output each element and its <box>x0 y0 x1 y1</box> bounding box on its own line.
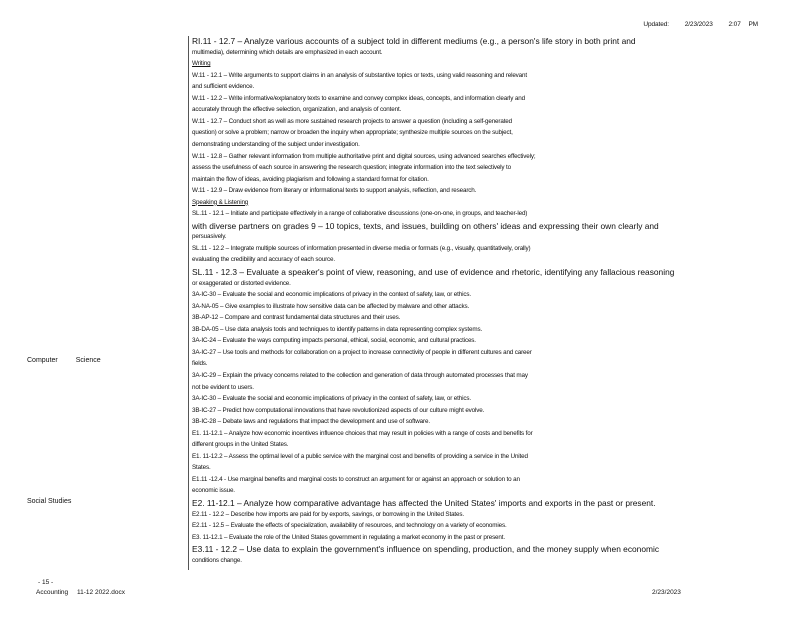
section-heading: Speaking & Listening <box>192 198 249 206</box>
standard-line: RI.11 - 12.7 – Analyze various accounts of a subject told in different mediums (e.g., a person's life story in both print and <box>192 36 636 46</box>
standard-line: E1. 11-12.2 – Assess the optimal level of a public service with the marginal cost and benefits of providing a service in the United <box>192 452 528 460</box>
standard-line: E3.11 - 12.2 – Use data to explain the government's influence on spending, production, and the money supply when economic <box>192 544 660 555</box>
standard-line: 3A-IC-30 – Evaluate the social and economic implications of privacy in the context of safety, law, or ethics. <box>192 291 471 299</box>
standard-line: not be evident to users. <box>192 383 254 391</box>
standard-line: E2.11 - 12.5 – Evaluate the effects of specialization, availability of resources, and technology on a variety of economies. <box>192 522 507 530</box>
standard-line: 3B-DA-05 – Use data analysis tools and techniques to identify patterns in data representing complex systems. <box>192 325 483 333</box>
standard-line: with diverse partners on grades 9 – 10 topics, texts, and issues, building on others' ideas and expressing their own clearly and <box>192 220 659 231</box>
standard-line: persuasively. <box>192 233 227 241</box>
updated-meridiem: PM <box>748 21 758 28</box>
standard-line: SL.11 - 12.3 – Evaluate a speaker's point of view, reasoning, and use of evidence and rhetoric, identifying any fallacious reasoning <box>192 267 675 277</box>
standard-line: 3A-IC-27 – Use tools and methods for collaboration on a project to increase connectivity of people in different cultures and career <box>192 348 532 356</box>
standard-line: E1. 11-12.1 – Analyze how economic incentives influence choices that may result in policies with a range of costs and benefits for <box>192 429 533 437</box>
standard-line: economic issue. <box>192 487 235 495</box>
standard-line: W.11 - 12.1 – Write arguments to support claims in an analysis of substantive topics or texts, using valid reasoning and relevant <box>192 71 527 79</box>
standard-line: 3A-IC-29 – Explain the privacy concerns related to the collection and generation of data through automated processes that may <box>192 371 528 379</box>
subject-computer: Computer <box>27 357 58 364</box>
standard-line: conditions change. <box>192 556 242 564</box>
standard-line: E1.11 -12.4 - Use marginal benefits and marginal costs to construct an argument for or against an approach or solution to an <box>192 475 520 483</box>
standard-line: 3B-AP-12 – Compare and contrast fundamental data structures and their uses. <box>192 314 401 322</box>
standard-line: question) or solve a problem; narrow or broaden the inquiry when appropriate; synthesize multiple sources on the subject, <box>192 129 513 137</box>
standard-line: E3. 11-12.1 – Evaluate the role of the United States government in regulating a market economy in the past or present. <box>192 533 505 541</box>
subject-computer-science <box>27 357 101 364</box>
updated-date: 2/23/2023 <box>684 21 713 28</box>
footer-date: 2/23/2023 <box>652 589 681 596</box>
subject-science: Science <box>75 357 101 364</box>
standard-line: multimedia), determining which details are emphasized in each account. <box>192 48 383 56</box>
standard-line: accurately through the effective selection, organization, and analysis of content. <box>192 106 402 114</box>
standard-line: SL.11 - 12.2 – Integrate multiple sources of information presented in diverse media or formats (e.g., visually, quantitatively, orally) <box>192 244 531 252</box>
standards-column <box>188 36 771 570</box>
standard-line: and sufficient evidence. <box>192 83 255 91</box>
standard-line: evaluating the credibility and accuracy of each source. <box>192 256 335 264</box>
standard-line: W.11 - 12.7 – Conduct short as well as more sustained research projects to answer a question (including a self-generated <box>192 117 512 125</box>
footer-subject: Accounting <box>36 589 69 596</box>
footer-doc-name: 11-12 2022.docx <box>77 589 125 596</box>
standard-line: different groups in the United States. <box>192 441 289 449</box>
standard-line: 3A-IC-24 – Evaluate the ways computing impacts personal, ethical, social, economic, and cultural practices. <box>192 337 476 345</box>
standard-line: 3A-IC-30 – Evaluate the social and economic implications of privacy in the context of safety, law, or ethics. <box>192 395 471 403</box>
standard-line: or exaggerated or distorted evidence. <box>192 279 291 287</box>
standard-line: E2. 11-12.1 – Analyze how comparative advantage has affected the United States' imports and exports in the past or present. <box>192 498 656 508</box>
standard-line: demonstrating understanding of the subject under investigation. <box>192 140 360 148</box>
standard-line: W.11 - 12.9 – Draw evidence from literary or informational texts to support analysis, reflection, and research. <box>192 187 477 195</box>
standard-line: E2.11 - 12.2 – Describe how imports are paid for by exports, savings, or borrowing in the United States. <box>192 510 464 518</box>
standard-line: States. <box>192 464 211 472</box>
standard-line: fields. <box>192 360 208 368</box>
subject-social-studies: Social Studies <box>27 498 72 505</box>
updated-label: Updated: <box>643 21 669 28</box>
standard-line: maintain the flow of ideas, avoiding plagiarism and following a standard format for citation. <box>192 175 429 183</box>
standard-line: 3A-NA-05 – Give examples to illustrate how sensitive data can be affected by malware and other attacks. <box>192 302 470 310</box>
standard-line: W.11 - 12.8 – Gather relevant information from multiple authoritative print and digital sources, using advanced searches effectively; <box>192 152 536 160</box>
standard-line: 3B-IC-27 – Predict how computational innovations that have revolutionized aspects of our culture might evolve. <box>192 406 485 414</box>
updated-time: 2:07 <box>728 21 741 28</box>
standard-line: 3B-IC-28 – Debate laws and regulations that impact the development and use of software. <box>192 418 430 426</box>
updated-header <box>629 21 758 28</box>
section-heading: Writing <box>192 60 211 68</box>
page-number: - 15 - <box>38 579 54 586</box>
standard-line: assess the usefulness of each source in answering the research question; integrate information into the text selectively to <box>192 164 511 172</box>
standard-line: SL.11 - 12.1 – Initiate and participate effectively in a range of collaborative discussions (one-on-one, in groups, and teacher-led) <box>192 210 528 218</box>
standard-line: W.11 - 12.2 – Write informative/explanatory texts to examine and convey complex ideas, concepts, and information clearly and <box>192 94 525 102</box>
